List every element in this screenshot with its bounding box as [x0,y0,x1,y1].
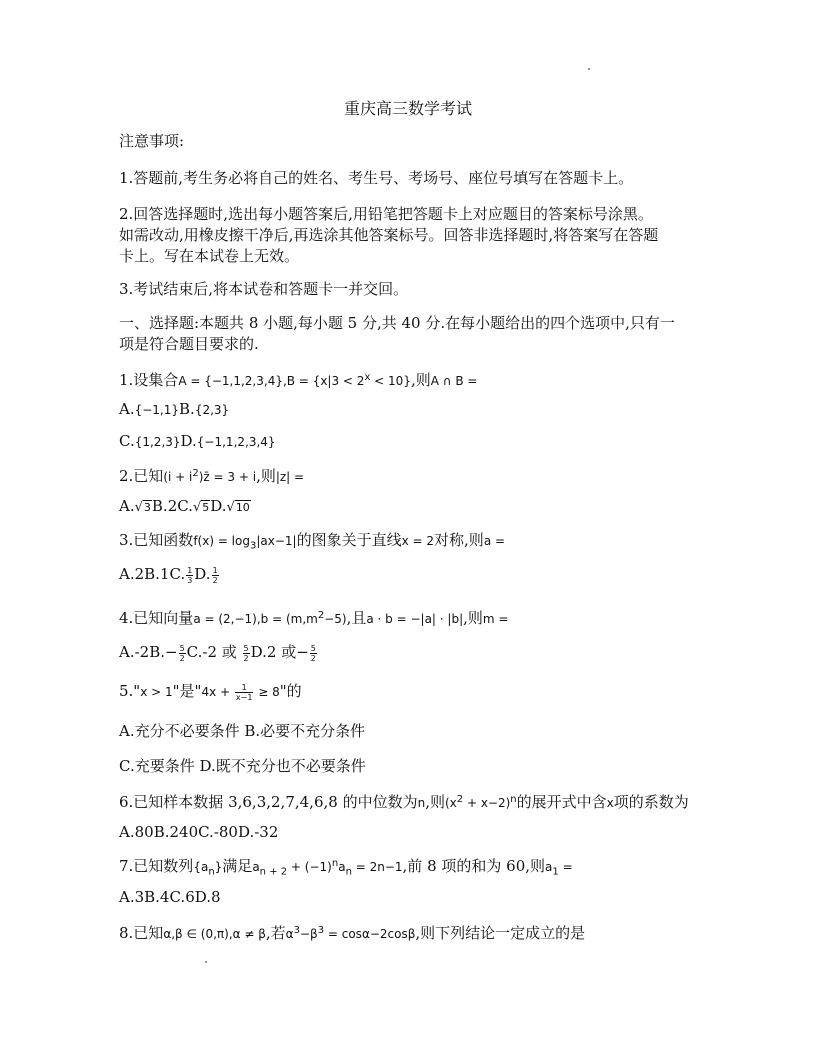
q4-option-c-fraction [243,644,250,663]
q1-option-b: {2,3} [194,403,230,417]
q6-math-x: x [606,796,614,810]
q5-mid: "是" [172,682,202,700]
q1-option-d-label: D. [180,432,197,450]
fraction-numerator: 1 [187,565,193,575]
fraction-numerator: 1 [235,683,254,693]
q7-math-sequence [193,860,223,878]
q1-math-a: A = {−1,1,2,3,4},B = {x|3 < 2 [178,374,365,388]
question-5 [119,680,302,703]
q7-subscript-n: n [345,866,352,878]
q1-mid: ,则 [410,371,431,389]
q6-math-b: + x−2) [463,796,511,810]
q2-math-a: (i + i [163,470,193,484]
q8-math-domain: α,β ∈ (0,π),α ≠ β [163,927,266,941]
q3-option-d-fraction [212,566,219,585]
q1-option-d: {−1,1,2,3,4} [196,435,276,449]
q7-mid: 满足 [222,857,253,875]
q5-options-ab: A.充分不必要条件 B.必要不充分条件 [119,722,366,740]
q7-math-brace: } [214,860,223,874]
q1-option-c: {1,2,3} [134,435,181,449]
q4-math-m-eq: m = [482,612,509,626]
q3-option-abc-label: A.2B.1C. [119,565,186,583]
question-8 [119,920,585,945]
q7-math-term2: a [338,860,346,874]
q6-stem: 6.已知样本数据 3,6,3,2,7,4,6,8 的中位数为 [119,793,418,811]
fraction-denominator: 2 [310,653,316,663]
q7-stem: 7.已知数列 [119,857,194,875]
fraction-denominator: 2 [179,653,185,663]
sqrt-icon: √ [134,500,143,515]
q6-mid: ,则 [425,793,445,811]
q3-mid: 的图象关于直线 [296,531,402,549]
q3-math-a-eq: a = [483,534,506,548]
q5-math-a: 4x + [201,685,234,699]
q2-option-a-radicand: 3 [143,501,151,514]
scan-dot [205,961,207,963]
q7-subscript: n [208,866,215,878]
q2-options [119,495,251,519]
q4-mid: ,且 [346,609,367,627]
q4-options [119,641,318,663]
q2-math-modulus: |z| = [275,470,305,484]
q4-option-c-label: C.-2 或 [186,643,242,661]
q2-stem: 2.已知 [119,467,164,485]
q6-exponent-n: n [510,794,517,805]
q4-math-a: a = (2,−1),b = (m,m [193,612,318,626]
q7-post: ,前 8 项的和为 60,则 [402,857,546,875]
notice-item-1: 1.答题前,考生务必将自己的姓名、考生号、考场号、座位号填写在答题卡上。 [119,169,634,187]
q3-math-b: |ax−1| [256,534,297,548]
q3-log-base: 3 [249,540,257,552]
q8-math-beta: −β [299,927,318,941]
q6-options: A.80B.240C.-80D.-32 [119,823,279,841]
q7-math-rhs: = 2n−1 [351,860,403,874]
q3-math-line: x = 2 [401,534,435,548]
q4-option-ab-label: A.-2B.− [119,643,178,661]
q5-stem: 5." [119,682,141,700]
q1-options-ab [119,398,229,421]
q8-exponent-2: 3 [317,925,325,936]
q5-math-b: ≥ 8 [254,685,280,699]
q7-math-eq: = [558,860,573,874]
q4-mid2: ,则 [463,609,483,627]
q1-option-c-label: C. [119,432,135,450]
q8-mid: ,若 [265,924,286,942]
q1-options-cd [119,430,276,453]
q1-option-b-label: B. [179,400,195,418]
q8-exponent-1: 3 [293,925,300,936]
q3-mid2: 对称,则 [434,531,484,549]
q8-post: ,则下列结论一定成立的是 [415,924,586,942]
q7-math-sign: + (−1) [287,860,332,874]
fraction-denominator: 3 [187,575,193,585]
q4-stem: 4.已知向量 [119,609,194,627]
q5-math-condition: x > 1 [140,685,173,699]
q7-subscript-1: 1 [552,866,559,878]
q4-option-d-label: D.2 或− [250,643,309,661]
question-7 [119,853,573,883]
fraction-numerator: 5 [243,643,249,653]
q6-math-a: (x [444,796,457,810]
notice-heading: 注意事项: [119,132,185,150]
q2-math-equation [163,470,256,484]
question-6 [119,789,689,814]
q3-math-function [193,534,297,552]
notice-item-2-end: 卡上。写在本试卷上无效。 [119,247,300,265]
q3-math-a: f(x) = log [193,534,250,548]
q2-mid: ,则 [256,467,276,485]
question-1 [119,367,477,392]
q5-fraction [235,683,254,702]
q1-exponent: x [364,372,371,383]
q8-math-equation [286,927,416,941]
q7-subscript-n2: n + 2 [259,866,288,878]
q6-post: 项的系数为 [613,793,689,811]
q2-exponent: 2 [192,468,199,479]
q4-option-b-fraction [179,644,186,663]
q3-stem: 3.已知函数 [119,531,194,549]
q4-math-b: −5) [324,612,347,626]
notice-item-2: 2.回答选择题时,选出每小题答案后,用铅笔把答题卡上对应题目的答案标号涂黑。 [119,205,653,223]
q2-option-d-label: D. [210,497,227,515]
q7-exponent: n [331,858,339,869]
sqrt-icon: √ [226,500,235,515]
q1-math-b: < 10} [370,374,411,388]
notice-item-2-cont: 如需改动,用橡皮擦干净后,再选涂其他答案标号。回答非选择题时,将答案写在答题 [119,226,659,244]
section-heading-cont: 项是符合题目要求的. [119,335,259,353]
q4-option-d-fraction [310,644,317,663]
q6-math-binomial [445,796,517,810]
q4-math-vectors [193,612,346,626]
q1-math-sets [178,374,411,388]
q1-stem: 1.设集合 [119,371,179,389]
question-4 [119,605,508,630]
sqrt-icon: √ [192,500,202,515]
q2-option-d-radicand: 10 [235,501,250,514]
q5-post: "的 [279,682,302,700]
q5-options-cd: C.充要条件 D.既不充分也不必要条件 [119,757,366,775]
q2-math-b: )z̄ = 3 + i [198,470,257,484]
q7-math-recurrence [252,858,403,878]
q6-exponent: 2 [456,794,464,805]
q6-math-n: n [417,796,426,810]
fraction-denominator: 2 [212,575,218,585]
notice-item-3: 3.考试结束后,将本试卷和答题卡一并交回。 [119,280,409,298]
fraction-numerator: 5 [310,643,316,653]
q1-math-intersection: A ∩ B = [430,374,478,388]
fraction-numerator: 5 [179,643,185,653]
q4-exponent: 2 [317,610,325,621]
q7-math-a: {a [193,860,209,874]
q8-stem: 8.已知 [119,924,164,942]
q8-math-alpha: α [285,927,294,941]
q7-math-a1 [545,860,573,878]
question-3 [119,529,505,557]
exam-title: 重庆高三数学考试 [343,99,472,118]
section-heading: 一、选择题:本题共 8 小题,每小题 5 分,共 40 分.在每小题给出的四个选项中,只有一 [119,314,675,332]
q3-option-c-fraction [186,566,193,585]
q2-option-c-radicand: 5 [202,501,210,514]
fraction-denominator: x−1 [235,692,253,702]
q4-math-dot-product: a · b = −|a| · |b| [366,612,464,626]
fraction-numerator: 1 [212,565,218,575]
q7-math-a1-term: a [545,860,553,874]
fraction-denominator: 2 [243,653,249,663]
q2-option-a-label: A. [119,497,135,515]
q3-option-d-label: D. [194,565,211,583]
q8-math-rhs: = cosα−2cosβ [324,927,416,941]
scan-dot [588,68,590,70]
q7-options: A.3B.4C.6D.8 [119,888,221,906]
q2-option-bc-label: B.2C. [151,497,193,515]
q3-options [119,563,220,585]
q1-option-a: {−1,1} [134,403,180,417]
q1-option-a-label: A. [119,400,135,418]
question-2 [119,463,304,488]
q6-mid2: 的展开式中含 [516,793,607,811]
q7-math-term: a [252,860,260,874]
